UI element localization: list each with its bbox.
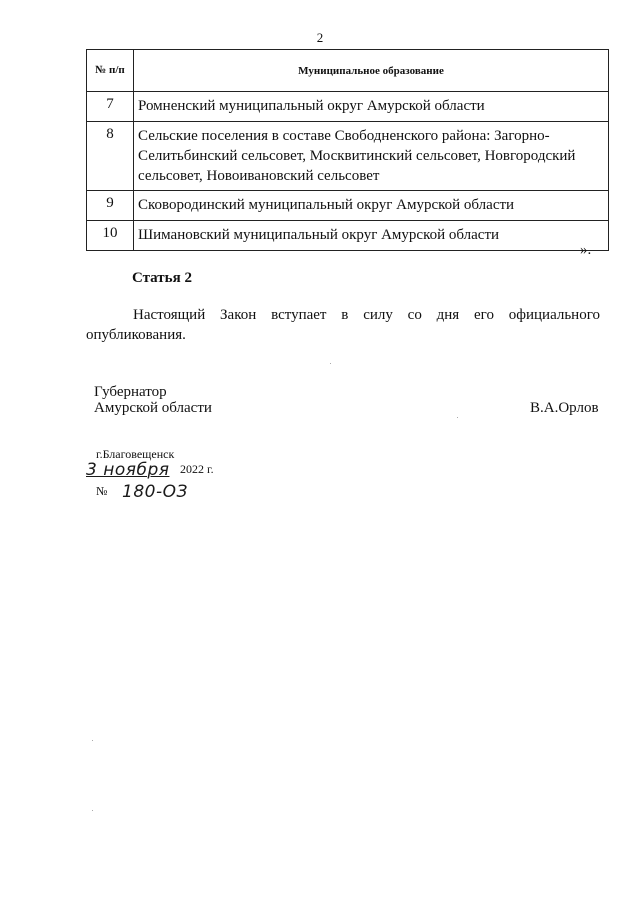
handwritten-number: 180-ОЗ: [122, 482, 188, 502]
row-municipality: Ромненский муниципальный округ Амурской области: [134, 92, 609, 122]
row-number: 7: [87, 92, 134, 122]
handwritten-date: 3 ноября: [86, 460, 170, 480]
row-municipality: Шимановский муниципальный округ Амурской области: [134, 221, 609, 251]
scan-speck: [92, 810, 93, 811]
place-of-signing: г.Благовещенск: [96, 447, 175, 461]
table-row: [87, 92, 609, 122]
article-title: Статья 2: [132, 270, 192, 286]
row-number: 9: [87, 191, 134, 221]
table-header-row: [87, 50, 609, 92]
table-row: [87, 122, 609, 191]
page-number: 2: [316, 30, 324, 45]
number-sign: №: [96, 484, 108, 498]
municipalities-table: [86, 49, 609, 251]
row-municipality: Сковородинский муниципальный округ Амурской области: [134, 191, 609, 221]
signer-name: В.А.Орлов: [530, 400, 599, 416]
signer-position-line2: Амурской области: [94, 400, 212, 416]
closing-quote: ».: [580, 242, 592, 258]
signer-position: [94, 384, 212, 416]
header-number: № п/п: [87, 50, 134, 92]
header-municipality: Муниципальное образование: [134, 50, 609, 92]
table-row: [87, 221, 609, 251]
row-municipality: Сельские поселения в составе Свободненского района: Загорно-Селитьбинский сельсовет, Москвитинский сельсовет, Новгородский сельсовет, Новоивановский сельсовет: [134, 122, 609, 191]
article-text: Настоящий Закон вступает в силу со дня его официального опубликования.: [86, 307, 600, 343]
scan-speck: [457, 417, 458, 418]
date-year: 2022 г.: [180, 462, 214, 476]
row-number: 8: [87, 122, 134, 191]
row-number: 10: [87, 221, 134, 251]
table-row: [87, 191, 609, 221]
law-number: [96, 482, 256, 504]
scan-speck: [330, 363, 331, 364]
signing-date: [86, 460, 286, 480]
scan-speck: [92, 740, 93, 741]
signer-position-line1: Губернатор: [94, 384, 167, 400]
